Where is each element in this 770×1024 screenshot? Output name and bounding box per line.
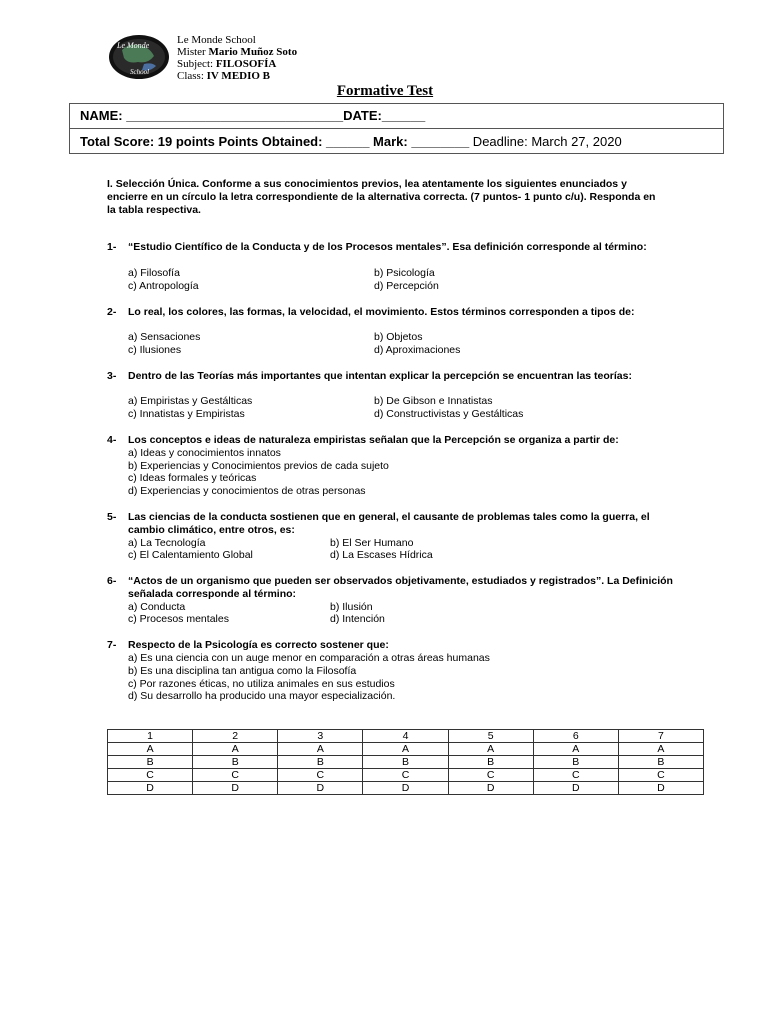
question-number: 7- [107,639,117,651]
table-header-row [108,730,704,743]
score-row [70,129,723,154]
answer-cell[interactable]: A [618,743,703,756]
option-a: a) Sensaciones [128,331,201,343]
option-b: b) Es una disciplina tan antigua como la Filosofía [128,665,357,677]
option-d: d) Constructivistas y Gestálticas [374,408,524,420]
class-name: IV MEDIO B [206,70,271,82]
option-d: d) Percepción [374,280,439,292]
option-c: c) Ilusiones [128,344,182,356]
answer-cell[interactable]: D [363,782,448,795]
option-c: c) Antropología [128,280,199,292]
answer-cell[interactable]: C [533,769,618,782]
answer-cell[interactable]: D [533,782,618,795]
school-name: Le Monde School [177,34,256,46]
answer-cell[interactable]: C [193,769,278,782]
option-a: a) Es una ciencia con un auge menor en comparación a otras áreas humanas [128,652,490,664]
school-logo [108,34,170,80]
column-header: 7 [618,730,703,743]
answer-cell[interactable]: D [618,782,703,795]
teacher-name: Mario Muñoz Soto [208,46,298,58]
answer-cell[interactable]: D [193,782,278,795]
table-row [108,769,704,782]
student-info-box [69,103,724,154]
option-b: b) Experiencias y Conocimientos previos de cada sujeto [128,460,389,472]
column-header: 6 [533,730,618,743]
question-stem: Dentro de las Teorías más importantes que intentan explicar la percepción se encuentran las teorías: [128,370,632,382]
name-date-row: NAME: ______________________________DATE:______ [70,104,723,129]
option-d: d) Aproximaciones [374,344,461,356]
question-stem: Lo real, los colores, las formas, la velocidad, el movimiento. Estos términos corresponden a tipos de: [128,306,635,318]
answer-cell[interactable]: A [533,743,618,756]
answer-table [107,729,704,795]
answer-cell[interactable]: B [363,756,448,769]
teacher-line: Mister Mario Muñoz Soto [177,46,298,58]
svg-text:School: School [130,68,150,76]
question-stem: “Estudio Científico de la Conducta y de los Procesos mentales”. Esa definición corresponde al término: [128,241,647,253]
table-row [108,756,704,769]
question-number: 4- [107,434,117,446]
column-header: 2 [193,730,278,743]
answer-cell[interactable]: A [108,743,193,756]
answer-cell[interactable]: C [278,769,363,782]
option-c: c) El Calentamiento Global [128,549,253,561]
question-stem: Respecto de la Psicología es correcto sostener que: [128,639,389,651]
question-number: 3- [107,370,117,382]
answer-cell[interactable]: D [448,782,533,795]
option-a: a) Conducta [128,601,186,613]
table-row [108,782,704,795]
answer-cell[interactable]: B [278,756,363,769]
answer-cell[interactable]: C [363,769,448,782]
answer-cell[interactable]: D [278,782,363,795]
answer-cell[interactable]: C [448,769,533,782]
subject-name: FILOSOFÍA [215,58,277,70]
option-d: d) Experiencias y conocimientos de otras personas [128,485,366,497]
score-label: Total Score: 19 points Points Obtained: ______ Mark: ________ [80,134,470,149]
subject-line: Subject: FILOSOFÍA [177,58,277,70]
question-stem: “Actos de un organismo que pueden ser observados objetivamente, estudiados y registrados”. La Definición señalada corresponde al término: [128,575,673,600]
option-d: d) Su desarrollo ha producido una mayor especialización. [128,690,396,702]
option-d: d) La Escases Hídrica [330,549,433,561]
option-d: d) Intención [330,613,385,625]
answer-cell[interactable]: C [618,769,703,782]
answer-cell[interactable]: A [448,743,533,756]
class-line: Class: IV MEDIO B [177,70,271,82]
question-stem: Las ciencias de la conducta sostienen que en general, el causante de problemas tales como la guerra, el cambio climático, entre otros, es: [128,511,650,536]
answer-cell[interactable]: B [618,756,703,769]
answer-cell[interactable]: A [193,743,278,756]
question-stem: Los conceptos e ideas de naturaleza empiristas señalan que la Percepción se organiza a partir de: [128,434,619,446]
question-number: 2- [107,306,117,318]
option-b: b) El Ser Humano [330,537,414,549]
deadline: Deadline: March 27, 2020 [469,134,622,149]
option-a: a) Empiristas y Gestálticas [128,395,253,407]
answer-cell[interactable]: B [533,756,618,769]
option-b: b) Ilusión [330,601,373,613]
option-c: c) Por razones éticas, no utiliza animales en sus estudios [128,678,395,690]
answer-cell[interactable]: D [108,782,193,795]
answer-cell[interactable]: A [363,743,448,756]
option-a: a) La Tecnología [128,537,206,549]
answer-cell[interactable]: B [193,756,278,769]
answer-cell[interactable]: B [448,756,533,769]
answer-cell[interactable]: C [108,769,193,782]
svg-text:Le Monde: Le Monde [117,41,150,50]
table-row [108,743,704,756]
question-number: 5- [107,511,117,523]
document-title: Formative Test [336,83,434,99]
column-header: 1 [108,730,193,743]
option-c: c) Procesos mentales [128,613,229,625]
column-header: 5 [448,730,533,743]
option-c: c) Ideas formales y teóricas [128,472,257,484]
option-a: a) Filosofía [128,267,180,279]
column-header: 3 [278,730,363,743]
question-number: 6- [107,575,117,587]
school-info [177,34,297,82]
answer-cell[interactable]: B [108,756,193,769]
question-number: 1- [107,241,117,253]
option-a: a) Ideas y conocimientos innatos [128,447,281,459]
column-header: 4 [363,730,448,743]
option-b: b) Objetos [374,331,423,343]
option-b: b) Psicología [374,267,435,279]
option-c: c) Innatistas y Empiristas [128,408,245,420]
option-b: b) De Gibson e Innatistas [374,395,493,407]
instructions: I. Selección Única. Conforme a sus conocimientos previos, lea atentamente los siguientes enunciados y encierre en un círculo la letra correspondiente de la alternativa correcta. (7 puntos- 1 punto c/u). Responda en la tabla respectiva. [107,178,656,216]
answer-cell[interactable]: A [278,743,363,756]
